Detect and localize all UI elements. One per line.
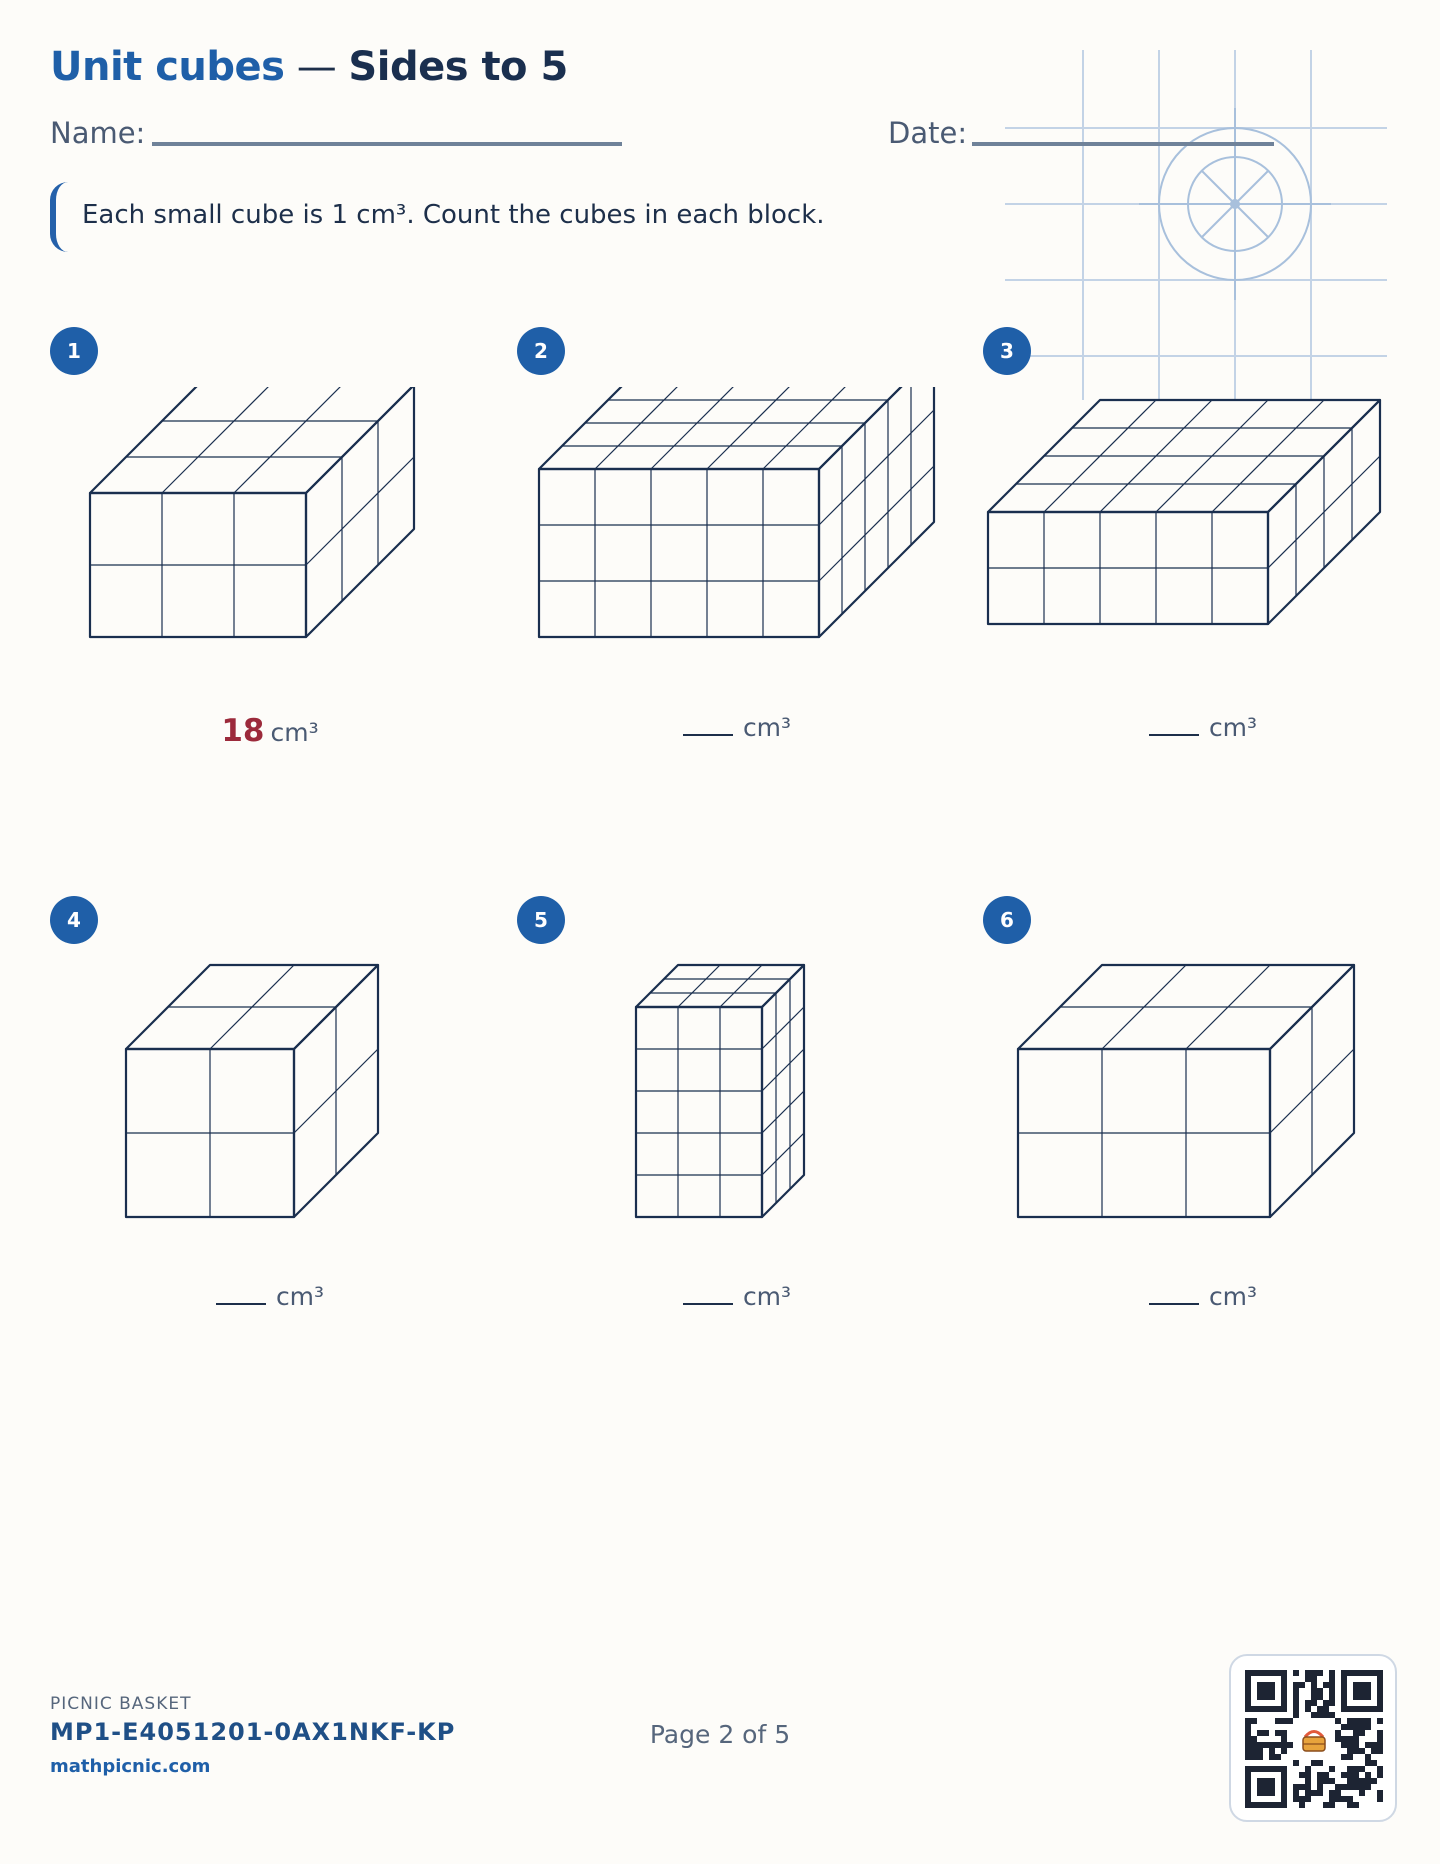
answer-value[interactable]: 18	[221, 713, 265, 749]
qr-module	[1365, 1754, 1371, 1760]
name-field[interactable]	[152, 142, 622, 146]
qr-module	[1257, 1730, 1263, 1736]
qr-module	[1323, 1778, 1329, 1784]
problem-number-badge: 4	[50, 896, 98, 944]
qr-module	[1359, 1766, 1365, 1772]
qr-module	[1335, 1718, 1341, 1724]
qr-module	[1305, 1766, 1311, 1772]
qr-module	[1311, 1694, 1317, 1700]
title-separator: —	[284, 44, 349, 90]
qr-module	[1329, 1766, 1335, 1772]
instruction-bracket	[50, 182, 68, 252]
qr-module	[1311, 1688, 1317, 1694]
qr-module	[1287, 1718, 1293, 1724]
qr-module	[1305, 1784, 1311, 1790]
qr-module	[1377, 1796, 1383, 1802]
footer-site-link[interactable]: mathpicnic.com	[50, 1756, 211, 1777]
qr-module	[1353, 1718, 1359, 1724]
qr-module	[1347, 1766, 1353, 1772]
qr-module	[1329, 1712, 1335, 1718]
qr-code-icon	[1245, 1670, 1383, 1808]
qr-module	[1359, 1784, 1365, 1790]
qr-module	[1275, 1718, 1281, 1724]
qr-module	[1347, 1736, 1353, 1742]
qr-module	[1281, 1748, 1287, 1754]
qr-module	[1305, 1772, 1311, 1778]
qr-module	[1347, 1718, 1353, 1724]
cube-front-face	[539, 469, 819, 637]
answer-area	[50, 1282, 490, 1311]
qr-module	[1347, 1742, 1353, 1748]
answer-unit: cm³	[742, 713, 792, 742]
qr-module	[1275, 1730, 1281, 1736]
qr-module	[1347, 1796, 1353, 1802]
cube-grid-line	[762, 1049, 804, 1091]
cube-block-figure	[50, 956, 490, 1256]
qr-module	[1365, 1742, 1371, 1748]
qr-module	[1245, 1748, 1251, 1754]
qr-module	[1371, 1778, 1377, 1784]
qr-module	[1293, 1790, 1299, 1796]
qr-module	[1311, 1676, 1317, 1682]
qr-module	[1329, 1670, 1335, 1676]
problem-number-badge: 5	[517, 896, 565, 944]
qr-module	[1329, 1796, 1335, 1802]
qr-module	[1347, 1802, 1353, 1808]
answer-blank[interactable]	[1149, 1303, 1199, 1305]
qr-module	[1365, 1718, 1371, 1724]
qr-module	[1311, 1700, 1317, 1706]
qr-module	[1293, 1760, 1299, 1766]
qr-module	[1347, 1748, 1353, 1754]
qr-module	[1245, 1736, 1251, 1742]
qr-module	[1317, 1772, 1323, 1778]
cube-side-face	[762, 965, 804, 1217]
qr-module	[1317, 1706, 1323, 1712]
qr-module	[1299, 1796, 1305, 1802]
answer-area	[517, 1282, 957, 1311]
qr-module	[1317, 1778, 1323, 1784]
qr-module	[1293, 1688, 1299, 1694]
answer-unit: cm³	[1208, 1282, 1258, 1311]
cube-grid-line	[762, 1133, 804, 1175]
qr-module	[1299, 1682, 1305, 1688]
qr-module	[1251, 1748, 1257, 1754]
cube-front-face	[636, 1007, 762, 1217]
qr-module	[1353, 1736, 1359, 1742]
qr-module	[1317, 1670, 1323, 1676]
qr-module	[1299, 1784, 1305, 1790]
cube-top-face	[539, 387, 934, 469]
qr-module	[1341, 1754, 1347, 1760]
answer-blank[interactable]	[683, 1303, 733, 1305]
cube-block-figure	[983, 387, 1423, 687]
qr-module	[1305, 1670, 1311, 1676]
qr-module	[1263, 1730, 1269, 1736]
qr-module	[1341, 1784, 1347, 1790]
cube-side-face	[819, 387, 934, 637]
answer-area	[983, 713, 1423, 742]
problem-number-badge: 2	[517, 327, 565, 375]
qr-module	[1353, 1778, 1359, 1784]
qr-module	[1341, 1742, 1347, 1748]
answer-blank[interactable]	[216, 1303, 266, 1305]
qr-module	[1365, 1772, 1371, 1778]
qr-module	[1293, 1796, 1299, 1802]
problem-4	[50, 896, 490, 1376]
qr-module	[1311, 1760, 1317, 1766]
qr-module	[1353, 1802, 1359, 1808]
qr-module	[1311, 1712, 1317, 1718]
qr-module	[1377, 1766, 1383, 1772]
qr-module	[1323, 1682, 1329, 1688]
qr-module	[1245, 1718, 1251, 1724]
answer-blank[interactable]	[1149, 734, 1199, 736]
qr-module	[1293, 1712, 1299, 1718]
problem-3	[983, 327, 1423, 807]
cube-grid-line	[819, 410, 934, 525]
qr-module	[1353, 1772, 1359, 1778]
qr-module	[1245, 1724, 1251, 1730]
qr-module	[1329, 1694, 1335, 1700]
answer-area	[50, 713, 490, 749]
qr-module	[1317, 1760, 1323, 1766]
qr-module	[1311, 1790, 1317, 1796]
qr-module	[1251, 1718, 1257, 1724]
qr-module	[1329, 1700, 1335, 1706]
qr-module	[1377, 1718, 1383, 1724]
qr-module	[1293, 1706, 1299, 1712]
qr-module	[1323, 1802, 1329, 1808]
qr-module	[1281, 1736, 1287, 1742]
qr-module	[1377, 1742, 1383, 1748]
qr-finder-center	[1353, 1682, 1371, 1700]
qr-module	[1311, 1670, 1317, 1676]
qr-module	[1353, 1730, 1359, 1736]
qr-module	[1269, 1754, 1275, 1760]
problem-number-badge: 6	[983, 896, 1031, 944]
qr-module	[1353, 1742, 1359, 1748]
cube-grid-line	[720, 965, 762, 1007]
qr-module	[1281, 1730, 1287, 1736]
qr-module	[1245, 1730, 1251, 1736]
qr-module	[1269, 1748, 1275, 1754]
qr-module	[1377, 1772, 1383, 1778]
cube-grid-line	[306, 457, 414, 565]
qr-module	[1347, 1784, 1353, 1790]
date-field[interactable]	[972, 142, 1274, 146]
cube-block-figure	[517, 956, 957, 1256]
qr-module	[1251, 1742, 1257, 1748]
qr-module	[1323, 1772, 1329, 1778]
qr-finder-center	[1257, 1682, 1275, 1700]
qr-module	[1311, 1682, 1317, 1688]
qr-module	[1251, 1754, 1257, 1760]
qr-module	[1293, 1682, 1299, 1688]
cube-side-face	[306, 387, 414, 637]
answer-unit: cm³	[742, 1282, 792, 1311]
problem-5	[517, 896, 957, 1376]
answer-unit: cm³	[275, 1282, 325, 1311]
qr-module	[1275, 1742, 1281, 1748]
qr-module	[1335, 1730, 1341, 1736]
qr-module	[1353, 1724, 1359, 1730]
problem-2	[517, 327, 957, 807]
cube-block-figure	[517, 387, 957, 687]
qr-module	[1365, 1760, 1371, 1766]
qr-module	[1257, 1754, 1263, 1760]
qr-module	[1359, 1718, 1365, 1724]
footer-brand: PICNIC BASKET	[50, 1694, 192, 1714]
qr-module	[1359, 1790, 1365, 1796]
qr-module	[1353, 1784, 1359, 1790]
qr-code-box	[1229, 1654, 1397, 1822]
qr-module	[1317, 1712, 1323, 1718]
qr-module	[1299, 1802, 1305, 1808]
instruction-text: Each small cube is 1 cm³. Count the cubes in each block.	[82, 200, 825, 230]
qr-module	[1269, 1742, 1275, 1748]
instruction-box	[50, 182, 870, 252]
cube-grid-line	[162, 387, 270, 493]
qr-module	[1347, 1754, 1353, 1760]
qr-module	[1281, 1718, 1287, 1724]
qr-module	[1329, 1790, 1335, 1796]
qr-module	[1317, 1688, 1323, 1694]
qr-module	[1299, 1772, 1305, 1778]
qr-module	[1257, 1742, 1263, 1748]
qr-module	[1371, 1742, 1377, 1748]
qr-module	[1341, 1796, 1347, 1802]
qr-module	[1305, 1778, 1311, 1784]
qr-module	[1377, 1736, 1383, 1742]
qr-module	[1305, 1796, 1311, 1802]
qr-module	[1341, 1772, 1347, 1778]
qr-module	[1377, 1748, 1383, 1754]
problem-number-badge: 3	[983, 327, 1031, 375]
qr-module	[1329, 1778, 1335, 1784]
qr-module	[1341, 1736, 1347, 1742]
qr-module	[1329, 1802, 1335, 1808]
qr-module	[1305, 1676, 1311, 1682]
qr-module	[1353, 1766, 1359, 1772]
qr-module	[1329, 1682, 1335, 1688]
qr-module	[1275, 1754, 1281, 1760]
qr-module	[1245, 1754, 1251, 1760]
name-label: Name:	[50, 116, 146, 150]
qr-module	[1263, 1742, 1269, 1748]
qr-module	[1329, 1676, 1335, 1682]
qr-module	[1335, 1790, 1341, 1796]
qr-module	[1293, 1784, 1299, 1790]
qr-module	[1341, 1724, 1347, 1730]
qr-module	[1347, 1778, 1353, 1784]
footer-worksheet-code: MP1-E4051201-0AX1NKF-KP	[50, 1718, 456, 1746]
qr-module	[1317, 1784, 1323, 1790]
qr-module	[1359, 1778, 1365, 1784]
cube-grid-line	[234, 387, 342, 493]
cube-top-face	[636, 965, 804, 1007]
answer-area	[983, 1282, 1423, 1311]
problem-1	[50, 327, 490, 807]
qr-module	[1251, 1736, 1257, 1742]
title-topic: Unit cubes	[50, 44, 285, 90]
qr-module	[1335, 1736, 1341, 1742]
problem-number-badge: 1	[50, 327, 98, 375]
qr-finder-center	[1257, 1778, 1275, 1796]
qr-module	[1335, 1784, 1341, 1790]
qr-module	[1305, 1706, 1311, 1712]
qr-module	[1359, 1748, 1365, 1754]
qr-module	[1347, 1724, 1353, 1730]
worksheet-title	[50, 44, 568, 90]
cube-grid-line	[762, 1007, 804, 1049]
cube-grid-line	[762, 1091, 804, 1133]
qr-module	[1317, 1790, 1323, 1796]
answer-unit: cm³	[1208, 713, 1258, 742]
qr-module	[1371, 1760, 1377, 1766]
qr-module	[1347, 1772, 1353, 1778]
qr-module	[1305, 1700, 1311, 1706]
title-level: Sides to 5	[348, 44, 568, 90]
cube-grid-line	[678, 965, 720, 1007]
qr-module	[1335, 1796, 1341, 1802]
qr-module	[1245, 1742, 1251, 1748]
qr-module	[1329, 1688, 1335, 1694]
qr-module	[1365, 1784, 1371, 1790]
qr-module	[1293, 1694, 1299, 1700]
qr-module	[1317, 1694, 1323, 1700]
qr-module	[1353, 1748, 1359, 1754]
cube-grid-line	[819, 466, 934, 581]
answer-area	[517, 713, 957, 742]
problem-6	[983, 896, 1423, 1376]
cube-block-figure	[50, 387, 490, 687]
qr-module	[1323, 1706, 1329, 1712]
answer-unit: cm³	[270, 718, 319, 747]
qr-module	[1365, 1778, 1371, 1784]
qr-module	[1281, 1742, 1287, 1748]
qr-module	[1323, 1700, 1329, 1706]
qr-module	[1359, 1724, 1365, 1730]
date-label: Date:	[888, 116, 968, 150]
qr-module	[1323, 1712, 1329, 1718]
qr-module	[1377, 1730, 1383, 1736]
qr-module	[1359, 1730, 1365, 1736]
cube-block-figure	[983, 956, 1423, 1256]
footer-page-number: Page 2 of 5	[649, 1720, 791, 1749]
qr-module	[1293, 1670, 1299, 1676]
qr-module	[1257, 1748, 1263, 1754]
qr-module	[1371, 1748, 1377, 1754]
qr-module	[1365, 1724, 1371, 1730]
qr-module	[1377, 1790, 1383, 1796]
answer-blank[interactable]	[683, 734, 733, 736]
qr-module	[1293, 1700, 1299, 1706]
qr-module	[1287, 1742, 1293, 1748]
qr-module	[1305, 1790, 1311, 1796]
